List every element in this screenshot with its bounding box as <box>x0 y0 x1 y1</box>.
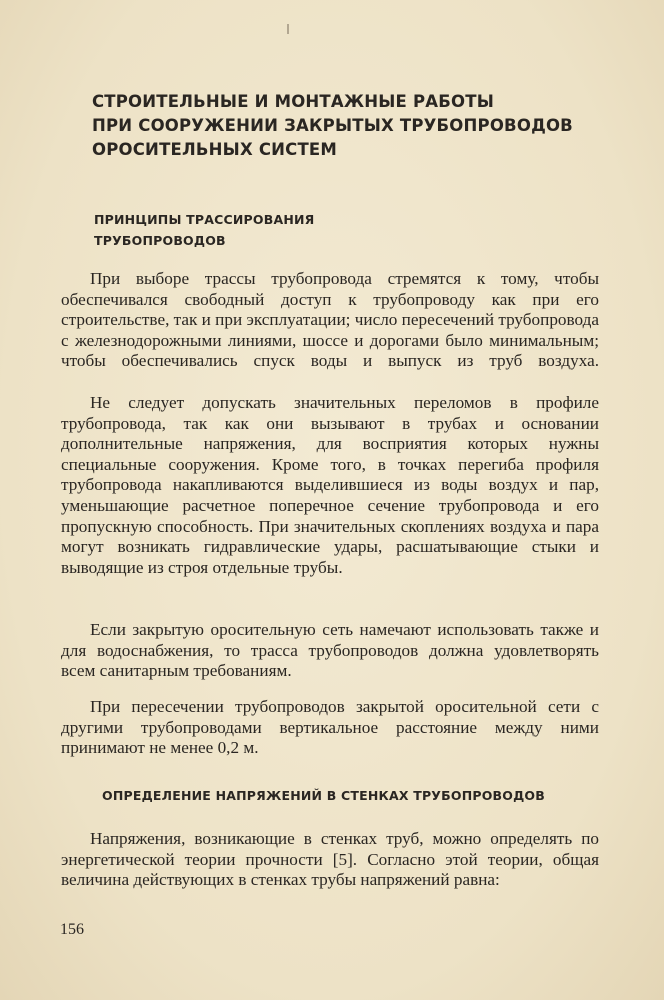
section-heading-route-tracing <box>94 209 314 251</box>
chapter-title-line: ПРИ СООРУЖЕНИИ ЗАКРЫТЫХ ТРУБОПРОВОДОВ <box>92 116 573 135</box>
chapter-title <box>92 90 612 162</box>
paragraph: При пересечении трубопроводов закрытой оросительной сети с другими трубопроводами вертикальное расстояние между ними принимают не менее 0,2 м. <box>61 697 599 758</box>
print-mark <box>287 24 289 34</box>
chapter-title-line: ОРОСИТЕЛЬНЫХ СИСТЕМ <box>92 140 338 159</box>
page-number: 156 <box>60 921 84 938</box>
paragraph: При выборе трассы трубопровода стремятся к тому, чтобы обеспечивался свободный доступ к трубопроводу как при его строительстве, так и при эксплуатации; число пересечений трубопровода с железнодорожными линиями, шоссе и дорогами было минимальным; чтобы обеспечивались спуск воды и выпуск из труб воздуха. <box>61 269 599 371</box>
section-heading-line: ПРИНЦИПЫ ТРАССИРОВАНИЯ <box>94 212 315 227</box>
paragraph: Напряжения, возникающие в стенках труб, можно определять по энергетической теории прочности [5]. Согласно этой теории, общая величина действующих в стенках трубы напряжений равна: <box>61 829 599 890</box>
section-heading-line: ОПРЕДЕЛЕНИЕ НАПРЯЖЕНИЙ В СТЕНКАХ ТРУБОПРОВОДОВ <box>102 788 545 803</box>
section-heading-wall-stress <box>102 785 545 806</box>
paragraph: Если закрытую оросительную сеть намечают использовать также и для водоснабжения, то трасса трубопроводов должна удовлетворять всем санитарным требованиям. <box>61 620 599 681</box>
chapter-title-line: СТРОИТЕЛЬНЫЕ И МОНТАЖНЫЕ РАБОТЫ <box>92 92 494 111</box>
paragraph: Не следует допускать значительных переломов в профиле трубопровода, так как они вызывают в трубах и основании дополнительные напряжения, для восприятия которых нужны специальные сооружения. Кроме того, в точках перегиба профиля трубопровода накапливаются выделившиеся из воды воздух и пар, уменьшающие расчетное поперечное сечение трубопровода и его пропускную способность. При значительных скоплениях воздуха и пара могут возникать гидравлические удары, расшатывающие стыки и выводящие из строя отдельные трубы. <box>61 393 599 577</box>
section-heading-line: ТРУБОПРОВОДОВ <box>94 233 226 248</box>
